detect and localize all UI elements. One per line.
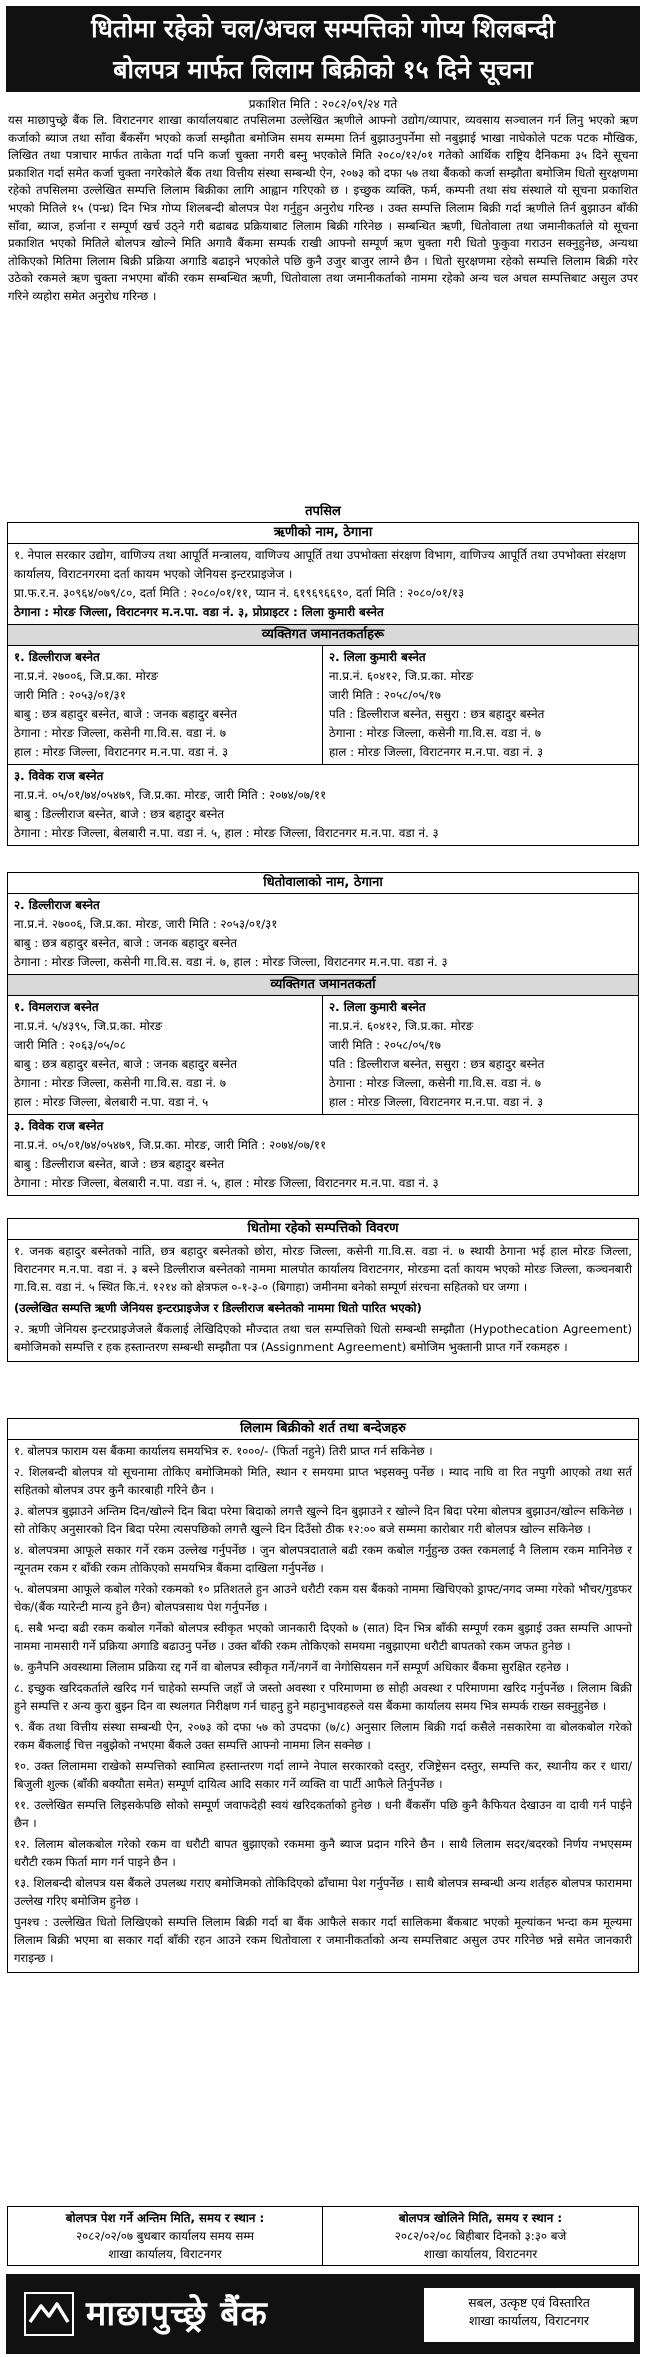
guarantor-name: १. डिल्लीराज बस्नेत <box>14 650 100 664</box>
guarantor-line: जारी मिति : २०६३/०५/०८ <box>14 1038 126 1052</box>
condition-item: ३. बोलपत्र बुझाउने अन्तिम दिन/खोल्ने दिन बिदा परेमा बिदाको लगत्तै खुल्ने दिन बुझाउने र खोल्ने दिन बिदा परेमा बोलपत्र बुझाउन/खोल्न सकिनेछ । सो तोकिए अनुसारको दिन बिदा परेमा त्यसपछिको लगत्तै खुल्ने दिन दिउँसो ठीक १२:०० बजे सम्ममा कारोबार गरी बोलपत्र खोल्न सकिनेछ । <box>14 1504 632 1536</box>
condition-item: २. शिलबन्दी बोलपत्र यो सूचनामा तोकिए बमोजिमको मिति, स्थान र समयमा प्राप्त भइसक्नु पर्नेछ । म्याद नाघि वा रित नपुगी आएको तथा सर्त सहितको बोलपत्र उपर कुनै कारबाही गरिने छैन । <box>14 1465 632 1497</box>
guarantor-line: ना.प्र.नं. ६०४१२, जि.प्र.का. मोरङ <box>329 1019 474 1033</box>
property-item-1: १. जनक बहादुर बस्नेतको नाति, छत्र बहादुर बस्नेतको छोरा, मोरङ जिल्ला, कसेनी गा.वि.स. वडा नं. ७ स्थायी ठेगाना भई हाल मोरङ जिल्ला, विराटनगर म.न.पा. वडा नं. ३ बस्ने डिल्लीराज बस्नेतको नाममा मालपोत कार्यालय विराटनगर, मोरङमा दर्ता कायम भएको मोरङ जिल्ला, कञ्चनबारी गा.वि.स. वडा नं. ५ स्थित कि.नं. १२१४ को क्षेत्रफल ०-१-३-० (बिगाहा) जमीनमा बनेको सम्पूर्ण संरचना सहितको घर जग्गा । <box>14 1244 632 1294</box>
guarantor-line: ठेगाना : मोरङ जिल्ला, बेलबारी न.पा. वडा नं. ५, हाल : मोरङ जिल्ला, विराटनगर म.न.पा. वडा नं. ३ <box>14 826 439 840</box>
condition-item: ८. इच्छुक खरिदकर्ताले खरिद गर्न चाहेको सम्पत्ति जहाँ जे जस्तो अवस्था र परिमाणमा छ सोही अवस्था र परिमाणमा खरिद गर्नुपर्नेछ । लिलाम बिक्री हुने सम्पत्ति र अन्य कुरा बुझ्न दिन वा स्थलगत निरीक्षण गर्न चाहनु हुने महानुभावहरुले यस बैंकमा कार्यालय समय भित्र सम्पर्क राख्न सक्नुहुनेछ । <box>14 1681 632 1713</box>
condition-item: ६. सबै भन्दा बढी रकम कबोल गर्नेको बोलपत्र स्वीकृत भएको जानकारी दिएको ७ (सात) दिन भित्र बाँकी सम्पूर्ण रकम बुझाई उक्त सम्पत्ति आफ्नो नाममा नामसारी गर्ने प्रक्रिया अगाडि बढाउनु पर्नेछ । उक्त बाँकी रकम तोकिएको समयमा नबुझाएमा धरौटी बापतको रकम जफत हुनेछ । <box>14 1621 632 1653</box>
title-line-2: बोलपत्र मार्फत लिलाम बिक्रीको १५ दिने सूचना <box>113 55 533 84</box>
condition-item: ७. कुनैपनि अवस्थामा लिलाम प्रक्रिया रद्द गर्ने वा बोलपत्र स्वीकृत गर्ने/नगर्ने वा नेगोसियसन गर्ने सम्पूर्ण अधिकार बैंकमा सुरक्षित रहनेछ । <box>14 1660 570 1674</box>
guarantor-row <box>8 996 638 1115</box>
mountain-logo-icon <box>24 2292 74 2336</box>
guarantors-heading: व्यक्तिगत जमानतकर्ताहरू <box>8 625 638 646</box>
guarantor-3 <box>8 1115 638 1195</box>
borrower-line: १. नेपाल सरकार उद्योग, वाणिज्य तथा आपूर्ति मन्त्रालय, वाणिज्य आपूर्ति तथा उपभोक्ता संरक्षण विभाग, वाणिज्य आपूर्ति तथा उपभोक्ता संरक्षण कार्यालय, विराटनगरमा दर्ता कायम भएको जेनियस इन्टरप्राइजेज । <box>14 548 626 581</box>
property-item-2: २. ऋणी जेनियस इन्टरप्राइजेजले बैंकलाई लेखिदिएको मौज्दात तथा चल सम्पत्तिको धितो सम्बन्धी सम्झौता (Hypothecation Agreement) बमोजिमको सम्पत्ति र हक हस्तान्तरण सम्बन्धी सम्झौता पत्र (Assignment Agreement) बमोजिम भुक्तानी प्राप्त गर्ने रकमहरु । <box>14 1322 632 1354</box>
borrower-details <box>8 544 638 625</box>
guarantor-line: ठेगाना : मोरङ जिल्ला, कसेनी गा.वि.स. वडा नं. ७ <box>329 1076 542 1090</box>
bid-opening-info <box>323 2207 638 2265</box>
conditions-section <box>7 1418 639 1973</box>
guarantor-line: ना.प्र.नं. ५/४३९५, जि.प्र.का. मोरङ <box>14 1019 163 1033</box>
bank-name: माछापुच्छ्रे बैंक <box>86 2294 268 2334</box>
owner-details <box>8 894 638 975</box>
condition-item: ११. उल्लेखित सम्पत्ति लिइसकेपछि सोको सम्पूर्ण जवाफदेही स्वयं खरिदकर्ताको हुनेछ । धनी बैंकसँग पछि कुनै कैफियत देखाउन वा दावी गर्न पाईने छैन । <box>14 1798 632 1830</box>
condition-item: १०. उक्त लिलाममा राखेको सम्पत्तिको स्वामित्व हस्तान्तरण गर्दा लाग्ने नेपाल सरकारको दस्तुर, रजिष्ट्रेसन दस्तुर, सम्पत्ति कर, स्थानीय कर र धारा/बिजुली शुल्क (बाँकी बक्यौता समेत) सम्पूर्ण दायित्व आदि सकार गर्ने व्यक्ति वा पार्टी आफैले तिर्नुपर्नेछ । <box>14 1759 632 1791</box>
guarantor-line: बाबु : छत्र बहादुर बस्नेत, बाजे : जनक बहादुर बस्नेत <box>14 1057 237 1071</box>
guarantor-line: हाल : मोरङ जिल्ला, विराटनगर म.न.पा. वडा नं. ३ <box>329 1095 544 1109</box>
guarantor-2 <box>323 996 638 1114</box>
submission-date: २०८२/०२/०७ बुधबार कार्यालय समय सम्म <box>76 2229 254 2243</box>
guarantor-line: ठेगाना : मोरङ जिल्ला, बेलबारी न.पा. वडा नं. ५, हाल : मोरङ जिल्ला, विराटनगर म.न.पा. वडा नं. ३ <box>14 1176 439 1190</box>
opening-date: २०८२/०२/०८ बिहीबार दिनको ३:३० बजे <box>394 2229 567 2243</box>
borrower-line: प्रा.फ.र.न. ३०९६४/०७९/८०, दर्ता मिति : २०८०/०१/११, प्यान नं. ६१९६९६६९०, दर्ता मिति : २०८०/०१/१३ <box>14 586 465 600</box>
schedule-heading: तपसिल <box>305 504 341 519</box>
owner-line: ठेगाना : मोरङ जिल्ला, कसेनी गा.वि.स. वडा नं. ७, हाल : मोरङ जिल्ला, विराटनगर म.न.पा. वडा नं. ३ <box>14 955 448 969</box>
slogan-box <box>424 2288 634 2342</box>
guarantor-line: जारी मिति : २०५३/०१/३१ <box>14 688 126 702</box>
opening-place: शाखा कार्यालय, विराटनगर <box>423 2247 538 2261</box>
guarantor-line: ठेगाना : मोरङ जिल्ला, कसेनी गा.वि.स. वडा नं. ७ <box>14 726 227 740</box>
guarantor-line: ना.प्र.नं. ६०४१२, जि.प्र.का. मोरङ <box>329 669 474 683</box>
owner-name: २. डिल्लीराज बस्नेत <box>14 898 100 912</box>
intro-paragraph: यस माछापुच्छ्रे बैंक लि. विराटनगर शाखा कार्यालयबाट तपसिलमा उल्लेखित ऋणीले आफ्नो उद्योग/व्यापार, व्यवसाय सञ्चालन गर्न लिनु भएको ऋण कर्जाको ब्याज तथा साँवा बैंकसँग भएको कर्जा सम्झौता बमोजिम समय सम्ममा तिर्न बुझाउनुपर्नेमा सो नबुझाई भाखा नाघेकोले पटक पटक मौखिक, लिखित तथा पत्राचार मार्फत ताकेता गर्दा पनि कर्जा चुक्ता नगरी बस्नु भएकोले मिति २०८०/१२/०१ गतेको आर्थिक राष्ट्रिय दैनिकमा ३५ दिने सूचना प्रकाशित गर्दा समेत कर्जा चुक्ता नगरेकोले बैंक तथा वित्तीय संस्था सम्बन्धी ऐन, २०७३ को दफा ५७ तथा बैंकको कर्जा सम्झौता बमोजिम धितो सुरक्षणमा रहेको तपसिलमा उल्लेखित सम्पत्ति लिलाम बिक्रीका लागि आह्वान गरिएको छ । इच्छुक व्यक्ति, फर्म, कम्पनी तथा संघ संस्थाले यो सूचना प्रकाशित भएको मितिले १५ (पन्ध्र) दिन भित्र गोप्य शिलबन्दी बोलपत्र पेश गर्नुहुन अनुरोध गरिन्छ । उक्त सम्पत्ति लिलाम बिक्री गर्दा ऋणीले तिर्न बुझाउन बाँकी साँवा, ब्याज, हर्जाना र सम्पूर्ण खर्च उठ्ने गरी बढाबढ प्रक्रियाबाट लिलाम बिक्री गरिनेछ । सम्बन्धित ऋणी, धितोवाला तथा जमानीकर्ताले यो सूचना प्रकाशित भएको मितिले बोलपत्र खोल्ने मिति अगावै बैंकमा सम्पर्क राखी आफ्नो सम्पूर्ण ऋण चुक्ता गरी धितो फुकुवा गराउन सक्नुहुनेछ, अन्यथा तोकिएको मितिमा लिलाम बिक्री प्रक्रिया अगाडि बढाइने भएकोले पछि कुनै उजुर बाजुर लाग्ने छैन । धितो सुरक्षणमा रहेको सम्पत्ति लिलाम बिक्री गरेर उठेको रकमले ऋण चुक्ता नभएमा बाँकी रकम सम्बन्धित ऋणी, धितोवाला तथा जमानीकर्ताको नाममा रहेको अन्य चल अचल सम्पत्तिबाट असुल उपर गरिने व्यहोरा समेत अनुरोध गरिन्छ । <box>8 113 638 303</box>
condition-item: ५. बोलपत्रमा आफूले कबोल गरेको रकमको १० प्रतिशतले हुन आउने धरौटी रकम यस बैंकको नाममा खिचिएको ड्राफ्ट/नगद जम्मा गरेको भौचर/गुडफर चेक/(बैंक ग्यारेन्टी मान्य हुने छैन) बोलपत्रसाथ पेश गर्नुपर्नेछ । <box>14 1582 632 1614</box>
guarantor-line: जारी मिति : २०५८/०५/१७ <box>329 1038 441 1052</box>
slogan: सबल, उत्कृष्ट एवं विस्तारित <box>468 2295 590 2310</box>
borrower-line: ठेगाना : मोरङ जिल्ला, विराटनगर म.न.पा. वडा नं. ३, प्रोप्राइटर : लिला कुमारी बस्नेत <box>14 605 384 619</box>
guarantor-line: बाबु : छत्र बहादुर बस्नेत, बाजे : जनक बहादुर बस्नेत <box>14 707 237 721</box>
guarantor-line: जारी मिति : २०५८/०५/१७ <box>329 688 441 702</box>
collateral-owner-section <box>7 872 639 1196</box>
borrower-heading: ऋणीको नाम, ठेगाना <box>8 523 638 544</box>
guarantor-line: ठेगाना : मोरङ जिल्ला, कसेनी गा.वि.स. वडा नं. ७ <box>14 1076 227 1090</box>
condition-item: ९. बैंक तथा वित्तीय संस्था सम्बन्धी ऐन, २०७३ को दफा ५७ को उपदफा (७/८) अनुसार लिलाम बिक्री गर्दा कसैले नसकारेमा वा बोलकबोल गरेको रकम बैंकलाई चित्त नबुझेको नभएमा बैंकले उक्त सम्पत्ति आफ्नो नाममा लिन सक्नेछ । <box>14 1720 632 1752</box>
bank-footer <box>6 2274 640 2354</box>
owner-line: बाबु : छत्र बहादुर बस्नेत, बाजे : जनक बहादुर बस्नेत <box>14 936 237 950</box>
borrower-section <box>7 522 639 846</box>
property-note: (उल्लेखित सम्पत्ति ऋणी जेनियस इन्टरप्राइजेज र डिल्लीराज बस्नेतको नाममा धितो पारित भएको) <box>14 1301 422 1315</box>
guarantor-line: ना.प्र.नं. २७००६, जि.प्र.का. मोरङ <box>14 669 159 683</box>
branch-name: शाखा कार्यालय, विराटनगर <box>468 2313 590 2328</box>
notice-title <box>6 6 640 92</box>
submission-title: बोलपत्र पेश गर्ने अन्तिम मिति, समय र स्थान : <box>65 2211 265 2225</box>
property-details <box>8 1240 638 1361</box>
guarantor-2 <box>323 646 638 764</box>
condition-item: १२. लिलाम बोलकबोल गरेको रकम वा धरौटी बापत बुझाएको रकममा कुनै ब्याज प्रदान गरिने छैन । साथै लिलाम सदर/बदरको निर्णय नभएसम्म धरौटी रकम फिर्ता माग गर्न पाइने छैन । <box>14 1837 632 1869</box>
guarantor-line: ना.प्र.नं. ०५/०१/७४/०५४७९, जि.प्र.का. मोरङ, जारी मिति : २०७४/०७/११ <box>14 788 327 802</box>
owner-heading: धितोवालाको नाम, ठेगाना <box>8 873 638 894</box>
guarantor-name: ३. विवेक राज बस्नेत <box>14 1119 104 1133</box>
guarantor-line: पति : डिल्लीराज बस्नेत, ससुरा : छत्र बहादुर बस्नेत <box>329 1057 545 1071</box>
owner-line: ना.प्र.नं. २७००६, जि.प्र.का. मोरङ, जारी मिति : २०५३/०१/३१ <box>14 917 278 931</box>
opening-title: बोलपत्र खोलिने मिति, समय र स्थान : <box>398 2211 563 2225</box>
guarantor-line: बाबु : डिल्लीराज बस्नेत, बाजे : छत्र बहादुर बस्नेत <box>14 807 225 821</box>
property-section <box>7 1218 639 1362</box>
condition-item: १. बोलपत्र फाराम यस बैंकमा कार्यालय समयभित्र रु. १०००/- (फिर्ता नहुने) तिरी प्राप्त गर्न सकिनेछ । <box>14 1444 433 1458</box>
guarantor-line: पति : डिल्लीराज बस्नेत, ससुरा : छत्र बहादुर बस्नेत <box>329 707 545 721</box>
guarantor-3 <box>8 765 638 845</box>
guarantor-line: हाल : मोरङ जिल्ला, विराटनगर म.न.पा. वडा नं. ३ <box>14 745 229 759</box>
guarantor-line: हाल : मोरङ जिल्ला, बेलबारी न.पा. वडा नं. ५ <box>14 1095 209 1109</box>
publish-date: प्रकाशित मिति : २०८२/०९/२४ गते <box>248 97 398 111</box>
property-heading: धितोमा रहेको सम्पत्तिको विवरण <box>8 1219 638 1240</box>
guarantor-name: २. लिला कुमारी बस्नेत <box>329 1000 426 1014</box>
guarantor-name: २. लिला कुमारी बस्नेत <box>329 650 426 664</box>
conditions-heading: लिलाम बिक्रीको शर्त तथा बन्देजहरु <box>8 1419 638 1440</box>
guarantor-1 <box>8 996 323 1114</box>
guarantor-line: ठेगाना : मोरङ जिल्ला, कसेनी गा.वि.स. वडा नं. ७ <box>329 726 542 740</box>
guarantor-1 <box>8 646 323 764</box>
condition-item: १३. शिलबन्दी बोलपत्र यस बैंकले उपलब्ध गराए बमोजिमको तोकिदिएको ढाँचामा पेश गर्नुपर्नेछ । साथै बोलपत्र सम्बन्धी अन्य शर्तहरु बोलपत्र फाराममा उल्लेख गरिए बमोजिम हुनेछ । <box>14 1876 632 1908</box>
submission-place: शाखा कार्यालय, विराटनगर <box>108 2247 222 2261</box>
guarantor-row <box>8 646 638 765</box>
postscript: पुनश्च : उल्लेखित धितो लिखिएको सम्पत्ति लिलाम बिक्री गर्दा बा बैंक आफैले सकार गर्दा सालिकमा बैंकबाट भएको मूल्यांकन भन्दा कम मूल्यमा लिलाम बिक्री भएमा बा सकार गर्दा बाँकी रहन आउने रकम धितोवाला र जमानीकर्ताको अन्य सम्पत्तिबाट असुल उपर गरिनेछ भन्ने समेत जानकारी गराइन्छ । <box>14 1915 632 1965</box>
guarantor-line: हाल : मोरङ जिल्ला, विराटनगर म.न.पा. वडा नं. ३ <box>329 745 544 759</box>
guarantors-heading: व्यक्तिगत जमानतकर्ता <box>8 975 638 996</box>
bid-schedule-box <box>7 2206 639 2266</box>
guarantor-line: बाबु : डिल्लीराज बस्नेत, बाजे : छत्र बहादुर बस्नेत <box>14 1157 225 1171</box>
guarantor-name: ३. विवेक राज बस्नेत <box>14 769 104 783</box>
guarantor-name: १. विमलराज बस्नेत <box>14 1000 99 1014</box>
guarantor-line: ना.प्र.नं. ०५/०१/७४/०५४७९, जि.प्र.का. मोरङ, जारी मिति : २०७४/०७/११ <box>14 1138 327 1152</box>
bid-submission-info <box>8 2207 323 2265</box>
title-line-1: धितोमा रहेको चल/अचल सम्पत्तिको गोप्य शिलबन्दी <box>91 14 555 43</box>
conditions-list <box>8 1440 638 1972</box>
condition-item: ४. बोलपत्रमा आफूले सकार गर्ने रकम उल्लेख गर्नुपर्नेछ । जुन बोलपत्रदाताले बढी रकम कबोल गर्नुहुन्छ उक्त रकमलाई नै लिलाम रकम मानिनेछ र न्यूनतम रकम र बाँकी रकम तोकिएको समयभित्र बैंकमा दाखिला गर्नुपर्नेछ । <box>14 1543 632 1575</box>
